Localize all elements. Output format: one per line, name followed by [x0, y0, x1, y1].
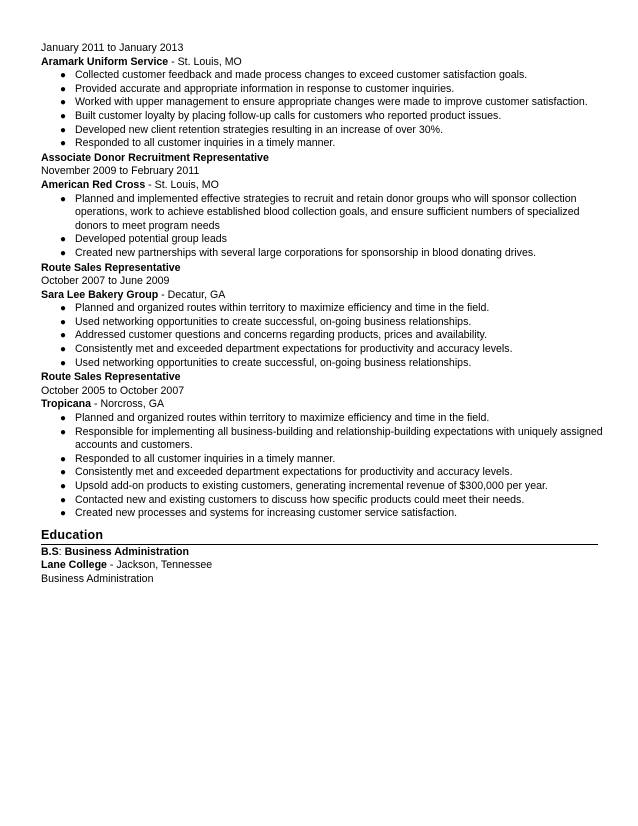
job-title: Route Sales Representative — [41, 371, 181, 384]
resume-content — [41, 41, 601, 587]
list-item — [41, 302, 610, 316]
bullet-icon: ● — [60, 83, 67, 95]
list-item — [41, 316, 610, 330]
job-company-line — [41, 56, 601, 70]
job-dates: January 2011 to January 2013 — [41, 42, 184, 54]
company-name: Tropicana — [41, 398, 92, 411]
list-item — [41, 233, 610, 247]
job-dates: October 2007 to June 2009 — [41, 275, 170, 288]
bullet-icon: ● — [60, 344, 67, 356]
duty-text: Created new processes and systems for increasing customer service satisfaction. — [75, 507, 458, 520]
list-item — [41, 110, 610, 124]
job-dates: October 2005 to October 2007 — [41, 384, 185, 397]
job-company-line — [41, 398, 601, 412]
list-item — [41, 480, 610, 494]
bullet-icon: ● — [60, 413, 67, 425]
education-entry — [41, 546, 601, 587]
duty-text: Planned and organized routes within territory to maximize efficiency and time in the field. — [75, 302, 490, 315]
duty-text: Provided accurate and appropriate information in response to customer inquiries. — [75, 82, 455, 95]
job-company-line — [41, 289, 601, 303]
duty-text: Planned and implemented effective strategies to recruit and retain donor groups who will sponsor collection operations, work to achieve established blood collection goals, and ensure sufficient numbers of specialized donors to meet program needs — [75, 192, 580, 232]
duty-text: Collected customer feedback and made process changes to exceed customer satisfaction goals. — [75, 69, 528, 82]
duty-text: Responsible for implementing all business-building and relationship-building expectations with uniquely assigned accounts and customers. — [75, 425, 603, 452]
bullet-icon: ● — [60, 467, 67, 479]
work-experience-list — [41, 42, 601, 521]
degree-line — [41, 546, 601, 560]
list-item — [41, 507, 610, 521]
job-title: Route Sales Representative — [41, 261, 181, 274]
bullet-icon: ● — [60, 247, 67, 259]
job-entry — [41, 371, 601, 521]
bullet-icon: ● — [60, 234, 67, 246]
list-item — [41, 453, 610, 467]
job-duties-list — [41, 412, 601, 521]
duty-text: Created new partnerships with several large corporations for sponsorship in blood donating drives. — [75, 246, 537, 259]
job-duties-list — [41, 193, 601, 261]
list-item — [41, 494, 610, 508]
list-item — [41, 193, 610, 234]
job-dates: November 2009 to February 2011 — [41, 165, 200, 178]
list-item — [41, 412, 610, 426]
duty-text: Used networking opportunities to create successful, on-going business relationships. — [75, 315, 472, 328]
list-item — [41, 426, 610, 453]
job-entry — [41, 42, 601, 151]
duty-text: Responded to all customer inquiries in a timely manner. — [75, 452, 336, 465]
list-item — [41, 343, 610, 357]
duty-text: Consistently met and exceeded department expectations for productivity and accuracy levels. — [75, 466, 513, 479]
school-line — [41, 559, 601, 573]
list-item — [41, 83, 610, 97]
list-item — [41, 357, 610, 371]
duty-text: Consistently met and exceeded department expectations for productivity and accuracy levels. — [75, 343, 513, 356]
job-entry — [41, 262, 601, 371]
company-location: - Decatur, GA — [158, 288, 226, 301]
bullet-icon: ● — [60, 481, 67, 492]
company-location: - St. Louis, MO — [145, 178, 219, 191]
list-item — [41, 69, 610, 83]
job-duties-list — [41, 302, 601, 370]
job-entry — [41, 152, 601, 261]
job-duties-list — [41, 69, 601, 151]
list-item — [41, 96, 610, 110]
duty-text: Upsold add-on products to existing customers, generating incremental revenue of $300,000 per year. — [75, 480, 548, 492]
bullet-icon: ● — [60, 508, 67, 520]
bullet-icon: ● — [60, 70, 67, 82]
company-location: - St. Louis, MO — [168, 55, 242, 68]
list-item — [41, 247, 610, 261]
bullet-icon: ● — [60, 330, 67, 342]
bullet-icon: ● — [60, 453, 67, 465]
duty-text: Developed new client retention strategies resulting in an increase of over 30%. — [75, 123, 444, 136]
bullet-icon: ● — [60, 97, 67, 109]
bullet-icon: ● — [60, 426, 67, 438]
job-title: Associate Donor Recruitment Representative — [41, 151, 269, 164]
bullet-icon: ● — [60, 357, 67, 369]
list-item — [41, 137, 610, 151]
degree-prefix: B.S — [41, 545, 59, 558]
company-name: Sara Lee Bakery Group — [41, 288, 159, 301]
bullet-icon: ● — [60, 110, 67, 122]
bullet-icon: ● — [60, 138, 67, 150]
duty-text: Developed potential group leads — [75, 233, 227, 246]
duty-text: Used networking opportunities to create successful, on-going business relationships. — [75, 356, 472, 369]
school-name: Lane College — [41, 559, 107, 572]
company-location: - Norcross, GA — [91, 398, 165, 411]
bullet-icon: ● — [60, 303, 67, 315]
list-item — [41, 329, 610, 343]
company-name: American Red Cross — [41, 178, 146, 191]
company-name: Aramark Uniform Service — [41, 55, 169, 68]
degree-separator: : — [58, 545, 65, 558]
list-item — [41, 466, 610, 480]
bullet-icon: ● — [60, 316, 67, 328]
duty-text: Responded to all customer inquiries in a timely manner. — [75, 137, 336, 150]
degree-name: Business Administration — [64, 545, 189, 558]
school-location: - Jackson, Tennessee — [106, 559, 213, 572]
duty-text: Planned and organized routes within territory to maximize efficiency and time in the field. — [75, 412, 490, 425]
field-of-study: Business Administration — [41, 572, 154, 585]
job-company-line — [41, 179, 601, 193]
duty-text: Contacted new and existing customers to discuss how specific products could meet their needs. — [75, 493, 525, 506]
bullet-icon: ● — [60, 124, 67, 136]
bullet-icon: ● — [60, 494, 67, 506]
education-heading: Education — [41, 528, 598, 545]
duty-text: Built customer loyalty by placing follow-up calls for customers who reported product issues. — [75, 109, 502, 122]
list-item — [41, 124, 610, 138]
bullet-icon: ● — [60, 193, 67, 205]
duty-text: Addressed customer questions and concerns regarding products, prices and availability. — [75, 329, 488, 342]
duty-text: Worked with upper management to ensure appropriate changes were made to improve customer satisfaction. — [75, 96, 588, 109]
